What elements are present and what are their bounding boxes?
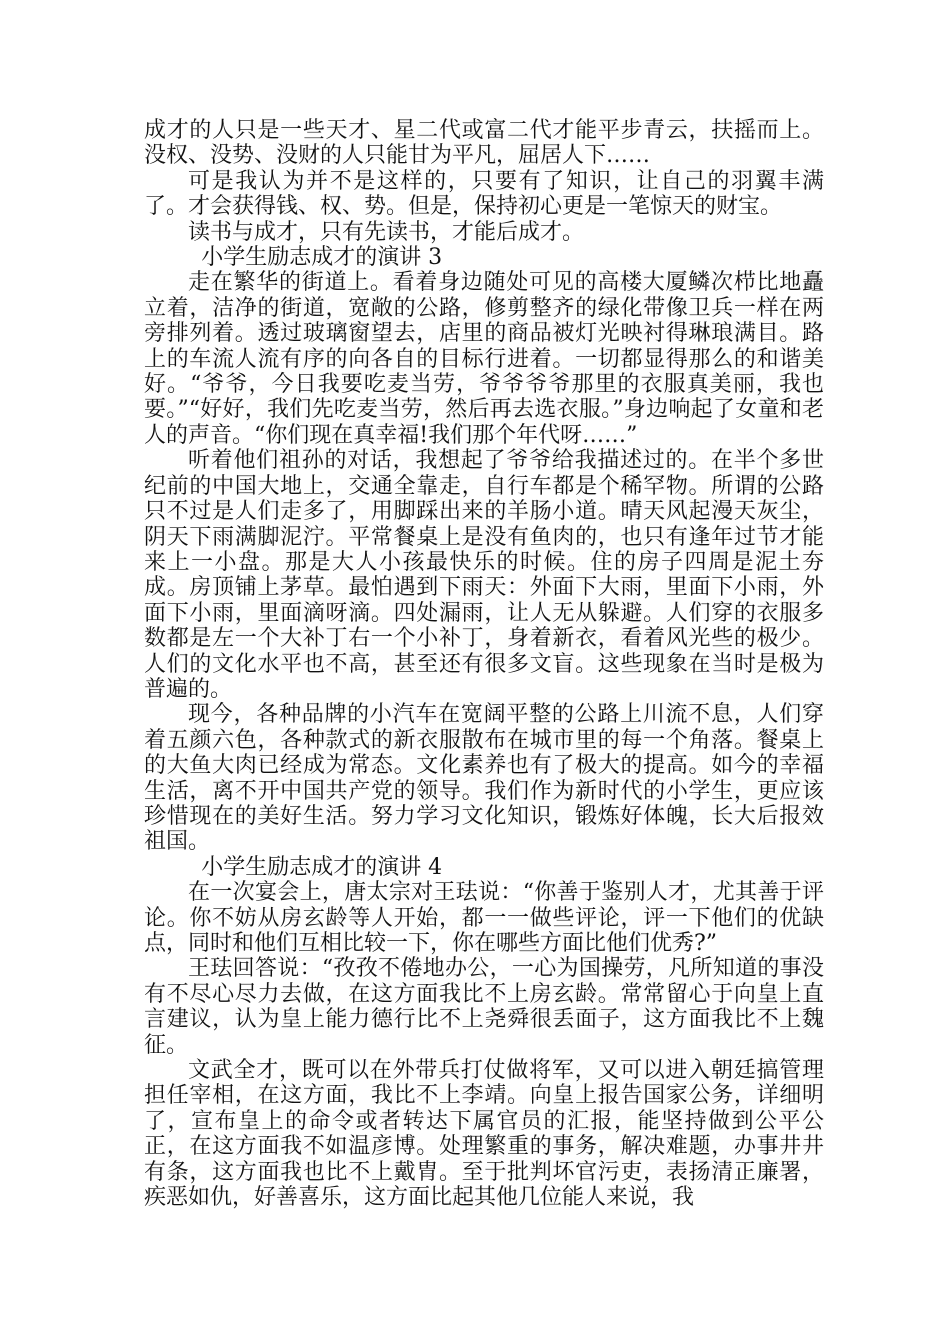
- section-heading-4: 小学生励志成才的演讲 4: [201, 854, 443, 880]
- paragraph-7: 在一次宴会上，唐太宗对王珐说：“你善于鉴别人才，尤其善于评论。你不妨从房玄龄等人开始，都一一做些评论，评一下他们的优缺点，同时和他们互相比较一下，你在哪些方面比他们优秀?”: [144, 880, 824, 956]
- paragraph-4: 走在繁华的街道上。看着身边随处可见的高楼大厦鳞次栉比地矗立着，洁净的街道，宽敞的公路，修剪整齐的绿化带像卫兵一样在两旁排列着。透过玻璃窗望去，店里的商品被灯光映衬得琳琅满目。路上的车流人流有序的向各自的目标行进着。一切都显得那么的和谐美好。“爷爷，今日我要吃麦当劳，爷爷爷爷那里的衣服真美丽，我也要。”“好好，我们先吃麦当劳，然后再去选衣服。”身边响起了女童和老人的声音。“你们现在真幸福!我们那个年代呀……”: [144, 270, 824, 448]
- section-heading-3: 小学生励志成才的演讲 3: [201, 245, 443, 271]
- paragraph-6: 现今，各种品牌的小汽车在宽阔平整的公路上川流不息，人们穿着五颜六色，各种款式的新衣服散布在城市里的每一个角落。餐桌上的大鱼大肉已经成为常态。文化素养也有了极大的提高。如今的幸福生活，离不开中国共产党的领导。我们作为新时代的小学生，更应该珍惜现在的美好生活。努力学习文化知识，锻炼好体魄，长大后报效祖国。: [144, 702, 824, 855]
- paragraph-8: 王珐回答说：“孜孜不倦地办公，一心为国操劳，凡所知道的事没有不尽心尽力去做，在这方面我比不上房玄龄。常常留心于向皇上直言建议，认为皇上能力德行比不上尧舜很丢面子，这方面我比不上魏征。: [144, 956, 824, 1058]
- paragraph-5: 听着他们祖孙的对话，我想起了爷爷给我描述过的。在半个多世纪前的中国大地上，交通全靠走，自行车都是个稀罕物。所谓的公路只不过是人们走多了，用脚踩出来的羊肠小道。晴天风起漫天灰尘，阴天下雨满脚泥泞。平常餐桌上是没有鱼肉的，也只有逢年过节才能来上一小盘。那是大人小孩最快乐的时候。住的房子四周是泥土夯成。房顶铺上茅草。最怕遇到下雨天：外面下大雨，里面下小雨，外面下小雨，里面滴呀滴。四处漏雨，让人无从躲避。人们穿的衣服多数都是左一个大补丁右一个小补丁，身着新衣，看着风光些的极少。人们的文化水平也不高，甚至还有很多文盲。这些现象在当时是极为普遍的。: [144, 448, 824, 702]
- paragraph-9: 文武全才，既可以在外带兵打仗做将军，又可以进入朝廷搞管理担任宰相，在这方面，我比不上李靖。向皇上报告国家公务，详细明了，宣布皇上的命令或者转达下属官员的汇报，能坚持做到公平公正，在这方面我不如温彦博。处理繁重的事务，解决难题，办事井井有条，这方面我也比不上戴胄。至于批判坏官污吏，表扬清正廉署，疾恶如仇，好善喜乐，这方面比起其他几位能人来说，我: [144, 1058, 824, 1211]
- paragraph-1: 成才的人只是一些天才、星二代或富二代才能平步青云，扶摇而上。没权、没势、没财的人只能甘为平凡，屈居人下……: [144, 118, 824, 169]
- document-page: [144, 118, 824, 1210]
- paragraph-3: 读书与成才，只有先读书，才能后成才。: [188, 219, 585, 245]
- paragraph-2: 可是我认为并不是这样的，只要有了知识，让自己的羽翼丰满了。才会获得钱、权、势。但是，保持初心更是一笔惊天的财宝。: [144, 168, 824, 220]
